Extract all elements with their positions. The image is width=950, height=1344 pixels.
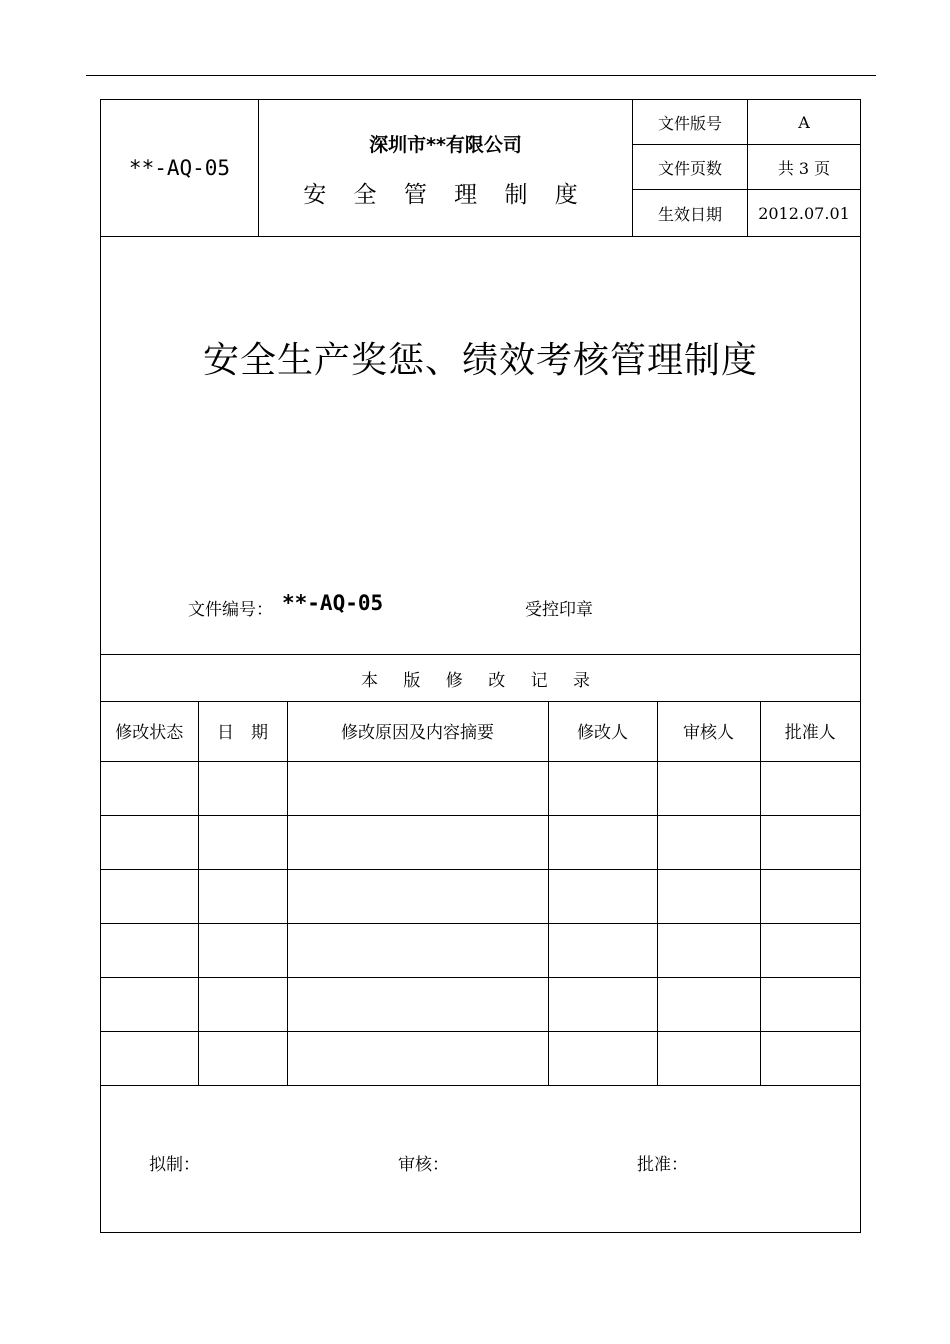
- top-rule: [86, 75, 876, 76]
- document-number-value: **-AQ-05: [282, 591, 384, 615]
- table-row: [101, 1031, 860, 1085]
- table-cell: [101, 923, 198, 977]
- table-row: [101, 977, 860, 1031]
- document-header: [101, 100, 860, 237]
- controlled-seal-label: 受控印章: [525, 600, 593, 620]
- meta-label: 生效日期: [633, 190, 748, 236]
- table-cell: [657, 1031, 760, 1085]
- table-cell: [287, 815, 548, 869]
- table-cell: [198, 869, 287, 923]
- table-cell: [760, 815, 860, 869]
- table-cell: [287, 869, 548, 923]
- table-cell: [198, 923, 287, 977]
- table-cell: [548, 977, 657, 1031]
- table-header-row: [101, 701, 860, 761]
- column-header: 修改人: [548, 701, 657, 761]
- table-cell: [657, 815, 760, 869]
- table-cell: [198, 815, 287, 869]
- table-cell: [657, 923, 760, 977]
- column-header: 修改原因及内容摘要: [287, 701, 548, 761]
- category-title: 安 全 管 理 制 度: [303, 182, 588, 208]
- table-cell: [101, 869, 198, 923]
- document-title: 安全生产奖惩、绩效考核管理制度: [202, 340, 758, 381]
- column-header: 批准人: [760, 701, 860, 761]
- column-header: 日 期: [198, 701, 287, 761]
- approved-by-label: 批准：: [637, 1155, 688, 1175]
- meta-value: 共 3 页: [777, 158, 831, 178]
- table-cell: [198, 1031, 287, 1085]
- table-cell: [287, 1031, 548, 1085]
- revision-record-heading: 本 版 修 改 记 录: [101, 654, 860, 702]
- table-cell: [548, 923, 657, 977]
- meta-value: 2012.07.01: [758, 203, 850, 223]
- document-frame: [100, 99, 861, 1233]
- table-row: [101, 923, 860, 977]
- meta-value: A: [798, 112, 810, 132]
- table-cell: [657, 977, 760, 1031]
- table-cell: [101, 761, 198, 815]
- meta-label: 文件版号: [633, 100, 748, 144]
- meta-row-version: [633, 100, 860, 145]
- header-center: [259, 100, 633, 236]
- table-cell: [198, 761, 287, 815]
- table-cell: [760, 923, 860, 977]
- table-cell: [657, 869, 760, 923]
- reviewed-by-label: 审核：: [398, 1155, 449, 1175]
- table-cell: [548, 1031, 657, 1085]
- table-cell: [101, 977, 198, 1031]
- table-cell: [287, 977, 548, 1031]
- drafted-by-label: 拟制：: [149, 1155, 200, 1175]
- table-cell: [198, 977, 287, 1031]
- meta-label: 文件页数: [633, 145, 748, 189]
- table-cell: [760, 977, 860, 1031]
- document-number-label: 文件编号：: [188, 600, 273, 620]
- table-cell: [657, 761, 760, 815]
- column-header: 审核人: [657, 701, 760, 761]
- table-row: [101, 761, 860, 815]
- column-header: 修改状态: [101, 701, 198, 761]
- meta-row-effective-date: [633, 190, 860, 236]
- table-cell: [548, 815, 657, 869]
- table-cell: [760, 761, 860, 815]
- table-row: [101, 815, 860, 869]
- revision-record-table: [101, 701, 860, 1086]
- header-doc-code: **-AQ-05: [101, 100, 259, 236]
- table-cell: [548, 761, 657, 815]
- company-name: 深圳市**有限公司: [369, 134, 522, 156]
- table-cell: [287, 761, 548, 815]
- table-cell: [760, 1031, 860, 1085]
- table-row: [101, 869, 860, 923]
- header-meta: [633, 100, 860, 236]
- table-cell: [287, 923, 548, 977]
- table-cell: [760, 869, 860, 923]
- table-cell: [548, 869, 657, 923]
- table-cell: [101, 1031, 198, 1085]
- meta-row-pages: [633, 145, 860, 190]
- table-cell: [101, 815, 198, 869]
